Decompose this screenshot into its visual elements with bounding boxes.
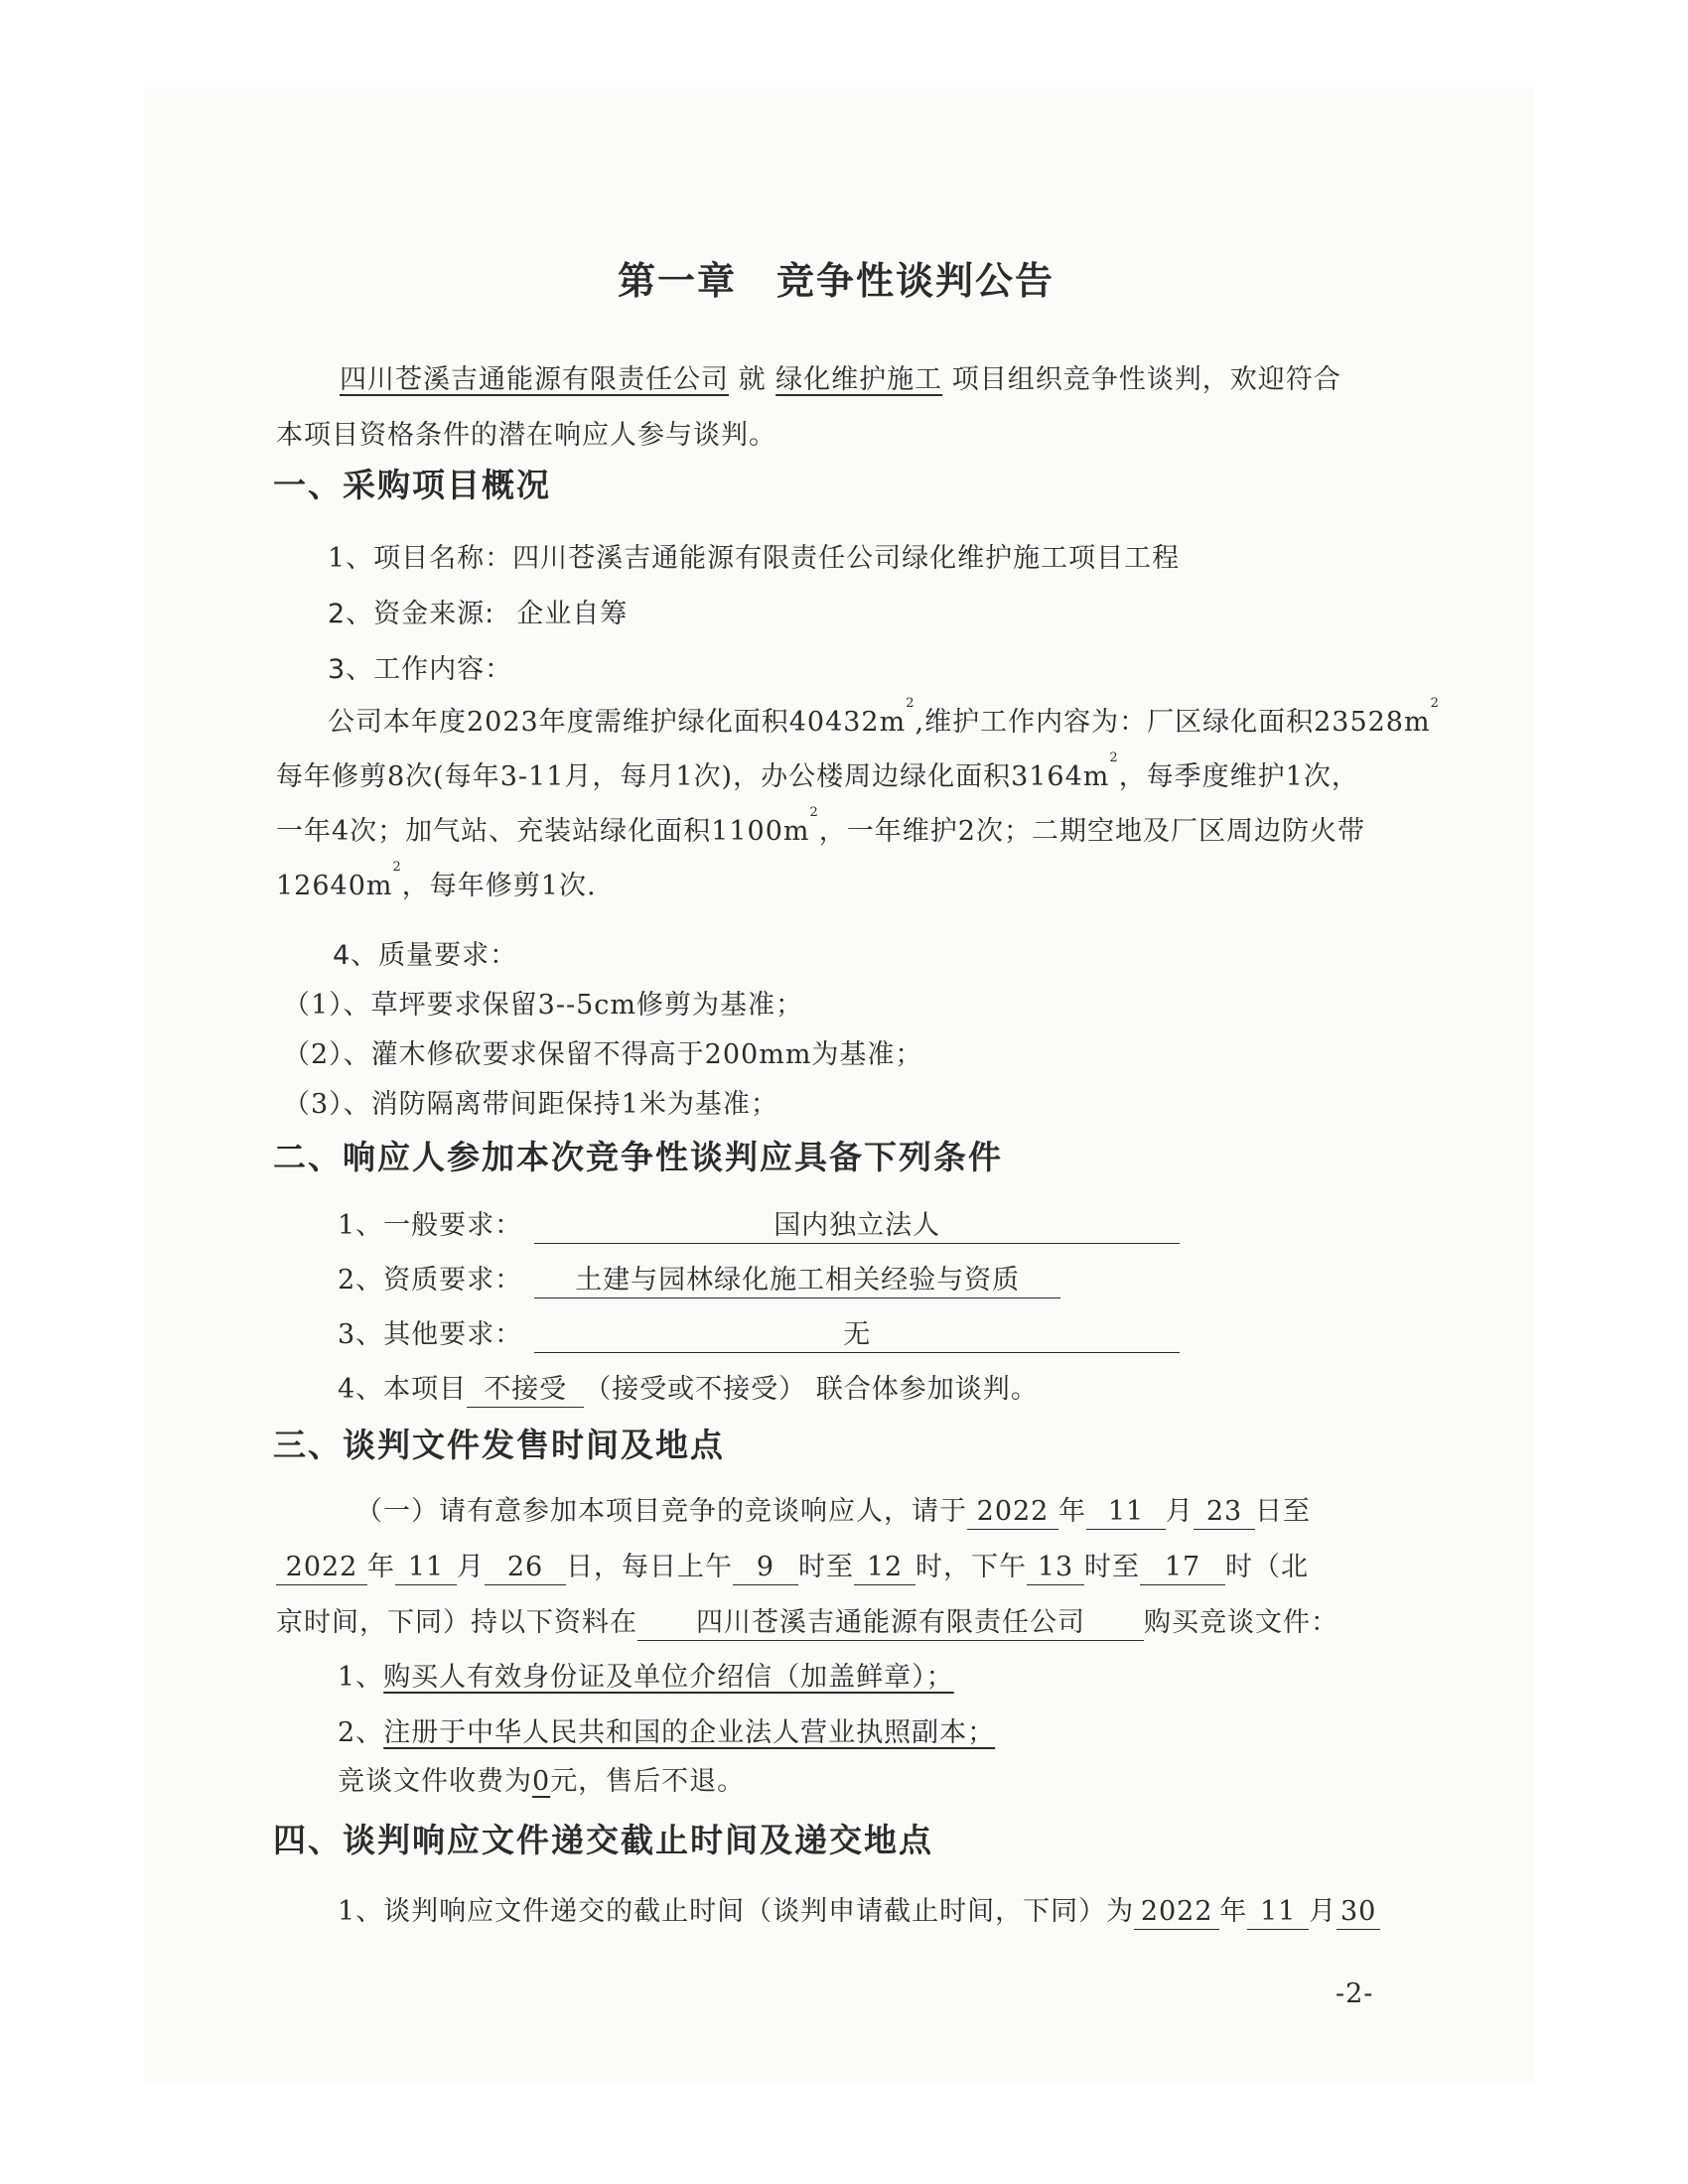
- work-line-4: $12640m^2$，每年修剪1次.: [276, 860, 597, 901]
- project-name-item: 1、项目名称：四川苍溪吉通能源有限责任公司绿化维护施工项目工程: [328, 543, 1181, 574]
- sale-time-line-2: 2022 年 11 月 26 日，每日上午 9 时至 12 时，下午 13 时至 17 时（北: [276, 1545, 1309, 1585]
- intro-project: 绿化维护施工: [775, 364, 943, 395]
- intro-line-2: 本项目资格条件的潜在响应人参与谈判。: [276, 420, 776, 451]
- quality-req-2: （2）、灌木修砍要求保留不得高于200mm为基准；: [283, 1039, 923, 1070]
- work-content-item: 3、工作内容：: [328, 654, 513, 685]
- other-requirement: 3、其他要求： 无: [338, 1312, 1180, 1353]
- work-line-3: 一年4次；加气站、充装站绿化面积$1100m^2$，一年维护2次；二期空地及厂区周边防火带: [276, 805, 1365, 847]
- other-requirement-value: 无: [534, 1318, 1180, 1353]
- work-line-1: 公司本年度2023年度需维护绿化面积$40432m^2$,维护工作内容为：厂区绿化面积$23528m^2$: [328, 696, 1440, 738]
- section-3-heading: 三、谈判文件发售时间及地点: [273, 1426, 725, 1464]
- page-title: 第一章 竞争性谈判公告: [618, 259, 1055, 303]
- qualification-requirement: 2、资质要求： 土建与园林绿化施工相关经验与资质: [338, 1258, 1060, 1298]
- section-1-heading: 一、采购项目概况: [273, 466, 551, 504]
- quality-req-3: （3）、消防隔离带间距保持1米为基准；: [283, 1089, 778, 1120]
- sale-place: 四川苍溪吉通能源有限责任公司: [637, 1606, 1144, 1641]
- general-requirement: 1、一般要求： 国内独立法人: [338, 1203, 1180, 1244]
- page-number: -2-: [1336, 1979, 1374, 2009]
- quality-req-1: （1）、草坪要求保留3--5cm修剪为基准；: [283, 990, 804, 1021]
- fee-line: 竞谈文件收费为0元，售后不退。: [338, 1766, 746, 1797]
- quality-item: 4、质量要求：: [333, 940, 518, 971]
- work-line-2: 每年修剪8次(每年3-11月，每月1次)，办公楼周边绿化面积$3164m^2$，每季度维护1次，: [276, 751, 1359, 792]
- sale-place-line: 京时间，下同）持以下资料在 四川苍溪吉通能源有限责任公司 购买竞谈文件：: [276, 1600, 1338, 1641]
- consortium-value: 不接受: [467, 1373, 584, 1408]
- required-doc-1: 1、购买人有效身份证及单位介绍信（加盖鲜章）；: [338, 1662, 954, 1693]
- sale-time-line-1: （一）请有意参加本项目竞争的竞谈响应人，请于 2022 年 11 月 23 日至: [355, 1489, 1311, 1530]
- general-requirement-value: 国内独立法人: [534, 1209, 1180, 1244]
- required-doc-2: 2、注册于中华人民共和国的企业法人营业执照副本；: [338, 1717, 996, 1748]
- deadline-line: 1、谈判响应文件递交的截止时间（谈判申请截止时间，下同）为 2022 年 11 月 30: [338, 1889, 1380, 1930]
- funding-source-item: 2、资金来源: 企业自筹: [328, 599, 629, 629]
- intro-line-1: 四川苍溪吉通能源有限责任公司 就 绿化维护施工 项目组织竞争性谈判，欢迎符合: [340, 364, 1341, 395]
- intro-org: 四川苍溪吉通能源有限责任公司: [340, 364, 729, 395]
- section-2-heading: 二、响应人参加本次竞争性谈判应具备下列条件: [273, 1138, 1003, 1176]
- consortium-requirement: 4、本项目 不接受 （接受或不接受） 联合体参加谈判。: [338, 1367, 1039, 1408]
- section-4-heading: 四、谈判响应文件递交截止时间及递交地点: [273, 1821, 933, 1859]
- qualification-requirement-value: 土建与园林绿化施工相关经验与资质: [534, 1264, 1060, 1298]
